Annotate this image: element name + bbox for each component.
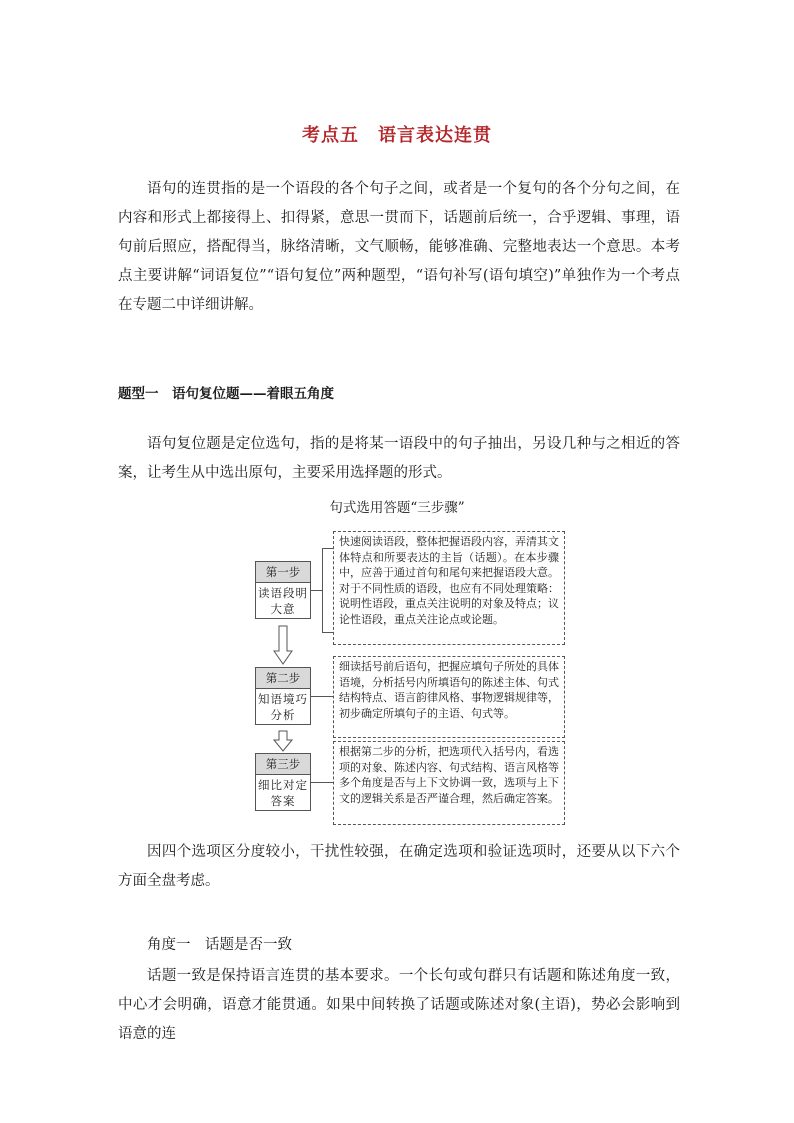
step-1-bracket-top (322, 548, 333, 549)
step-3-label: 第三步 (256, 754, 310, 775)
step-3-connector (311, 782, 333, 783)
section-intro-paragraph: 语句复位题是定位选句，指的是将某一语段中的句子抽出，另设几种与之相近的答案，让考生从中选出原句，主要采用选择题的形式。 (118, 436, 680, 481)
intro-paragraph: 语句的连贯指的是一个语段的各个句子之间，或者是一个复句的各个分句之间，在内容和形式上都接得上、扣得紧，意思一贯而下，话题前后统一，合乎逻辑、事理，语句前后照应，搭配得当，脉络清晰，文气顺畅，能够准确、完整地表达一个意思。本考点主要讲解“词语复位”“语句复位”两种题型，“语句补写(语句填空)”单独作为一个考点在专题二中详细讲解。 (118, 181, 680, 313)
step-3-detail: 根据第二步的分析，把选项代入括号内，看选项的对象、陈述内容、句式结构、语言风格等多个角度是否与上下文协调一致，选项与上下文的逻辑关系是否严谨合理，然后确定答案。 (333, 741, 565, 825)
figure-caption: 句式选用答题“三步骤” (329, 500, 465, 516)
page-title: 考点五 语言表达连贯 (302, 125, 492, 146)
step-2-name: 知语境巧分析 (258, 692, 308, 722)
section-title: 题型一 语句复位题——着眼五角度 (118, 386, 334, 402)
step-2-detail: 细读括号前后语句，把握应填句子所处的具体语境，分析括号内所填语句的陈述主体、句式结构特点、语言韵律风格、事物逻辑规律等，初步确定所填句子的主语、句式等。 (333, 656, 565, 738)
angle-paragraph: 话题一致是保持语言连贯的基本要求。一个长句或句群只有话题和陈述角度一致，中心才会明确，语意才能贯通。如果中间转换了话题或陈述对象(主语)，势必会影响到语意的连 (118, 968, 680, 1042)
angle-heading: 角度一 话题是否一致 (147, 937, 292, 953)
step-2-box (255, 667, 311, 725)
step-1-name: 读语段明大意 (258, 586, 308, 616)
after-figure-paragraph: 因四个选项区分度较小，干扰性较强，在确定选项和验证选项时，还要从以下六个方面全盘考虑。 (118, 844, 680, 889)
step-1-detail: 快速阅读语段，整体把握语段内容，弄清其文体特点和所要表达的主旨（话题）。在本步骤中，应善于通过首句和尾句来把握语段大意。对于不同性质的语段，也应有不同处理策略：说明性语段，重点关注说明的对象及特点；议论性语段，重点关注论点或论题。 (333, 531, 565, 645)
step-1-label: 第一步 (256, 562, 310, 583)
step-3-name: 细比对定答案 (258, 778, 308, 808)
step-1-box (255, 561, 311, 619)
step-1-bracket (322, 548, 323, 632)
down-arrow-icon (273, 730, 293, 752)
step-1-bracket-bottom (322, 632, 333, 633)
step-3-box (255, 753, 311, 811)
step-2-label: 第二步 (256, 668, 310, 689)
step-2-connector (311, 696, 333, 697)
down-arrow-icon (273, 625, 293, 665)
step-1-connector (311, 590, 322, 591)
